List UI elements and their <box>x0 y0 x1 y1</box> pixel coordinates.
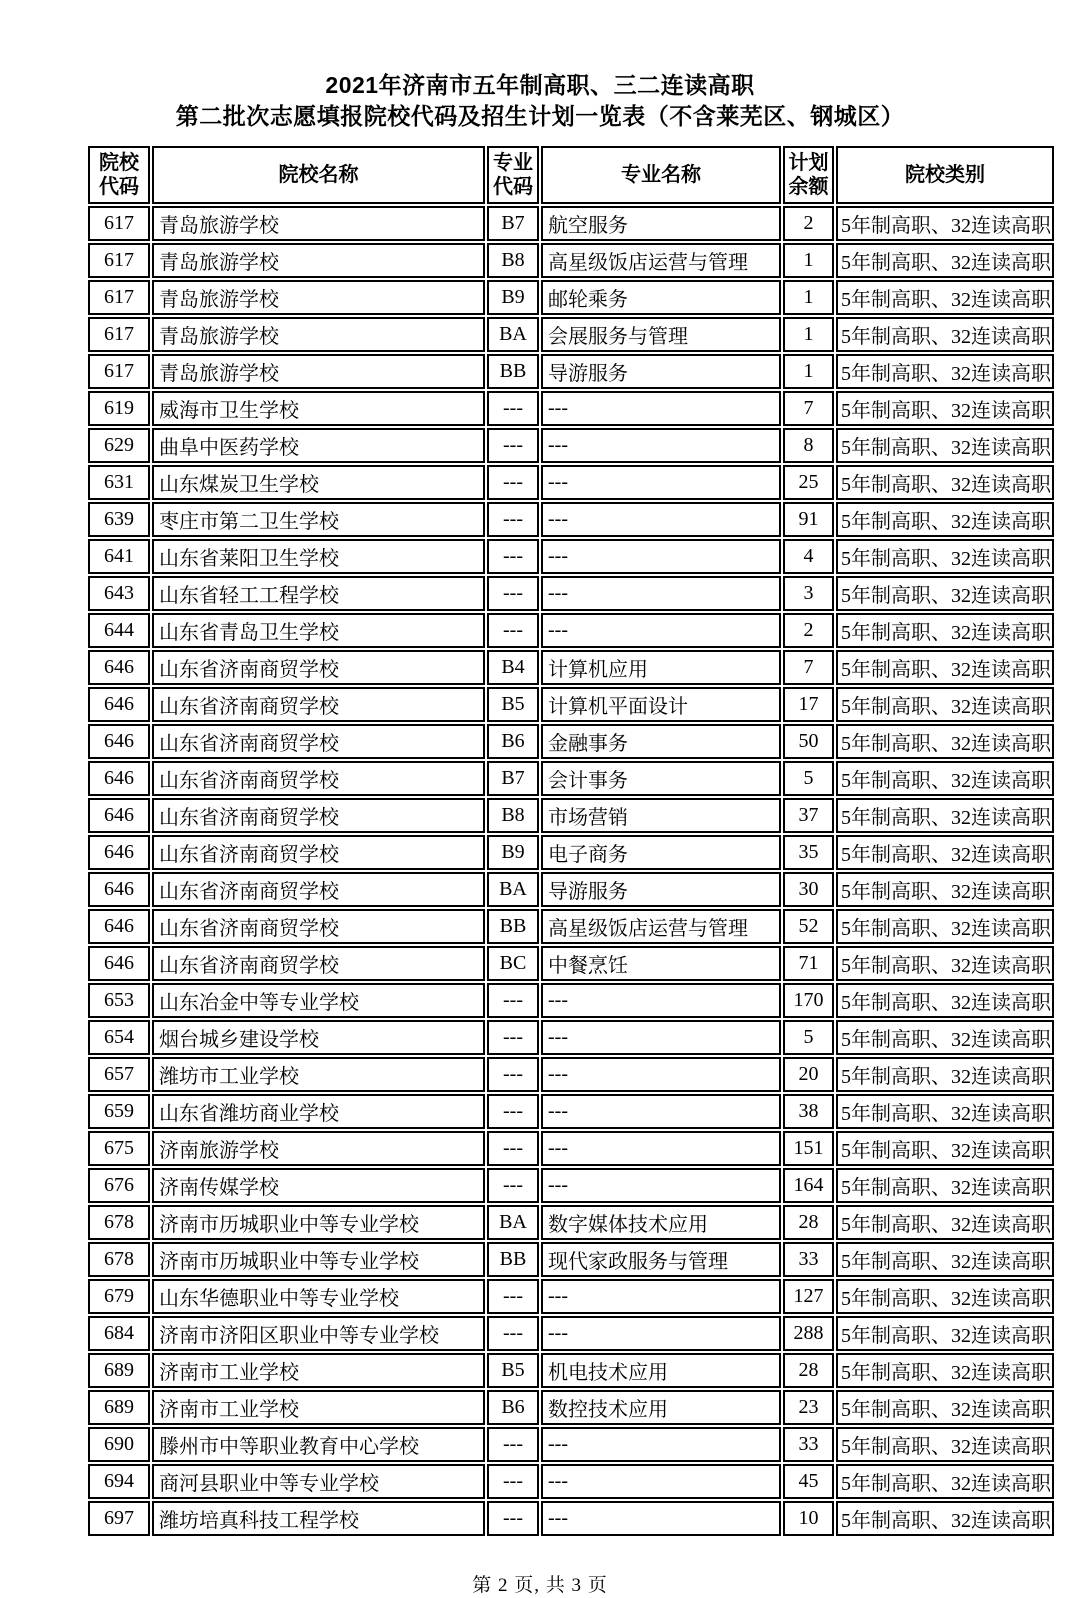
table-row <box>88 1094 1054 1129</box>
cell-quota: 45 <box>783 1464 834 1499</box>
table-body <box>88 206 1054 1536</box>
cell-quota: 33 <box>783 1242 834 1277</box>
cell-school-name: 青岛旅游学校 <box>152 280 485 315</box>
table-row <box>88 1242 1054 1277</box>
cell-school-name: 山东省莱阳卫生学校 <box>152 539 485 574</box>
table-row <box>88 724 1054 759</box>
cell-school-name: 山东省济南商贸学校 <box>152 835 485 870</box>
cell-school-name: 青岛旅游学校 <box>152 206 485 241</box>
cell-category: 5年制高职、32连读高职 <box>836 1242 1054 1277</box>
cell-school-code: 654 <box>88 1020 150 1055</box>
cell-category: 5年制高职、32连读高职 <box>836 1094 1054 1129</box>
cell-school-code: 679 <box>88 1279 150 1314</box>
cell-major-code: --- <box>487 1020 539 1055</box>
table-row <box>88 872 1054 907</box>
cell-major-name: 邮轮乘务 <box>541 280 781 315</box>
cell-category: 5年制高职、32连读高职 <box>836 317 1054 352</box>
cell-school-code: 689 <box>88 1390 150 1425</box>
cell-school-code: 690 <box>88 1427 150 1462</box>
cell-major-code: --- <box>487 1279 539 1314</box>
table-row <box>88 946 1054 981</box>
table-row <box>88 1279 1054 1314</box>
cell-school-name: 威海市卫生学校 <box>152 391 485 426</box>
cell-school-name: 济南旅游学校 <box>152 1131 485 1166</box>
cell-major-code: B8 <box>487 243 539 278</box>
cell-school-code: 644 <box>88 613 150 648</box>
cell-major-name: 数字媒体技术应用 <box>541 1205 781 1240</box>
cell-school-name: 山东省济南商贸学校 <box>152 946 485 981</box>
cell-school-code: 646 <box>88 798 150 833</box>
cell-quota: 33 <box>783 1427 834 1462</box>
cell-school-name: 济南市历城职业中等专业学校 <box>152 1242 485 1277</box>
cell-category: 5年制高职、32连读高职 <box>836 761 1054 796</box>
table-row <box>88 206 1054 241</box>
cell-quota: 23 <box>783 1390 834 1425</box>
cell-major-name: --- <box>541 1168 781 1203</box>
cell-school-code: 676 <box>88 1168 150 1203</box>
cell-school-name: 山东省济南商贸学校 <box>152 872 485 907</box>
cell-category: 5年制高职、32连读高职 <box>836 1353 1054 1388</box>
cell-major-name: 会计事务 <box>541 761 781 796</box>
cell-school-code: 646 <box>88 724 150 759</box>
header-category: 院校类别 <box>836 146 1054 204</box>
table-row <box>88 1427 1054 1462</box>
table-row <box>88 983 1054 1018</box>
table-row <box>88 428 1054 463</box>
cell-major-code: BB <box>487 909 539 944</box>
cell-major-code: BB <box>487 354 539 389</box>
cell-category: 5年制高职、32连读高职 <box>836 1390 1054 1425</box>
cell-major-name: 机电技术应用 <box>541 1353 781 1388</box>
cell-major-name: --- <box>541 1279 781 1314</box>
cell-school-name: 潍坊市工业学校 <box>152 1057 485 1092</box>
cell-quota: 38 <box>783 1094 834 1129</box>
cell-category: 5年制高职、32连读高职 <box>836 576 1054 611</box>
cell-school-name: 济南市历城职业中等专业学校 <box>152 1205 485 1240</box>
cell-school-code: 646 <box>88 650 150 685</box>
cell-category: 5年制高职、32连读高职 <box>836 1020 1054 1055</box>
cell-major-code: --- <box>487 1427 539 1462</box>
table-row <box>88 539 1054 574</box>
cell-major-code: --- <box>487 1501 539 1536</box>
cell-quota: 37 <box>783 798 834 833</box>
cell-major-name: 会展服务与管理 <box>541 317 781 352</box>
table-row <box>88 280 1054 315</box>
header-major-name: 专业名称 <box>541 146 781 204</box>
cell-major-name: --- <box>541 1501 781 1536</box>
cell-major-name: 计算机平面设计 <box>541 687 781 722</box>
cell-quota: 30 <box>783 872 834 907</box>
cell-quota: 52 <box>783 909 834 944</box>
table-row <box>88 1168 1054 1203</box>
cell-category: 5年制高职、32连读高职 <box>836 724 1054 759</box>
cell-school-name: 商河县职业中等专业学校 <box>152 1464 485 1499</box>
cell-school-code: 617 <box>88 206 150 241</box>
cell-quota: 25 <box>783 465 834 500</box>
cell-school-code: 641 <box>88 539 150 574</box>
table-row <box>88 650 1054 685</box>
cell-category: 5年制高职、32连读高职 <box>836 1427 1054 1462</box>
cell-quota: 170 <box>783 983 834 1018</box>
cell-major-code: B7 <box>487 761 539 796</box>
cell-quota: 164 <box>783 1168 834 1203</box>
cell-category: 5年制高职、32连读高职 <box>836 946 1054 981</box>
cell-major-name: --- <box>541 1131 781 1166</box>
table-row <box>88 1501 1054 1536</box>
cell-school-code: 617 <box>88 317 150 352</box>
cell-quota: 2 <box>783 206 834 241</box>
cell-major-name: 高星级饭店运营与管理 <box>541 909 781 944</box>
cell-major-code: --- <box>487 539 539 574</box>
cell-school-code: 617 <box>88 243 150 278</box>
cell-major-name: --- <box>541 613 781 648</box>
cell-school-name: 山东省济南商贸学校 <box>152 650 485 685</box>
cell-category: 5年制高职、32连读高职 <box>836 613 1054 648</box>
cell-major-code: BA <box>487 1205 539 1240</box>
cell-major-code: --- <box>487 502 539 537</box>
cell-quota: 20 <box>783 1057 834 1092</box>
cell-major-name: 计算机应用 <box>541 650 781 685</box>
cell-school-name: 山东省济南商贸学校 <box>152 724 485 759</box>
cell-major-name: 导游服务 <box>541 872 781 907</box>
cell-school-code: 678 <box>88 1242 150 1277</box>
title-line-2: 第二批次志愿填报院校代码及招生计划一览表（不含莱芜区、钢城区） <box>175 103 905 129</box>
cell-quota: 1 <box>783 317 834 352</box>
document-page <box>0 70 1080 1598</box>
cell-school-code: 646 <box>88 946 150 981</box>
cell-major-code: B6 <box>487 1390 539 1425</box>
title-line-1: 2021年济南市五年制高职、三二连读高职 <box>325 72 755 98</box>
admission-plan-table <box>86 144 1056 1538</box>
page-title <box>0 70 1080 132</box>
header-school-code: 院校代码 <box>88 146 150 204</box>
cell-major-code: B5 <box>487 687 539 722</box>
cell-quota: 4 <box>783 539 834 574</box>
table-row <box>88 1353 1054 1388</box>
cell-school-code: 657 <box>88 1057 150 1092</box>
cell-quota: 1 <box>783 280 834 315</box>
cell-school-code: 653 <box>88 983 150 1018</box>
cell-major-code: --- <box>487 1057 539 1092</box>
cell-major-name: 航空服务 <box>541 206 781 241</box>
table-row <box>88 687 1054 722</box>
cell-quota: 28 <box>783 1353 834 1388</box>
cell-major-code: --- <box>487 1168 539 1203</box>
cell-major-code: --- <box>487 1094 539 1129</box>
cell-category: 5年制高职、32连读高职 <box>836 1464 1054 1499</box>
cell-school-name: 山东冶金中等专业学校 <box>152 983 485 1018</box>
cell-major-code: B5 <box>487 1353 539 1388</box>
cell-category: 5年制高职、32连读高职 <box>836 983 1054 1018</box>
table-row <box>88 1390 1054 1425</box>
cell-school-name: 山东省轻工工程学校 <box>152 576 485 611</box>
cell-category: 5年制高职、32连读高职 <box>836 206 1054 241</box>
cell-major-code: --- <box>487 428 539 463</box>
cell-school-name: 济南市工业学校 <box>152 1353 485 1388</box>
cell-school-name: 曲阜中医药学校 <box>152 428 485 463</box>
cell-school-name: 青岛旅游学校 <box>152 243 485 278</box>
cell-school-name: 山东省济南商贸学校 <box>152 909 485 944</box>
cell-major-name: --- <box>541 576 781 611</box>
cell-major-name: 金融事务 <box>541 724 781 759</box>
cell-school-code: 643 <box>88 576 150 611</box>
cell-category: 5年制高职、32连读高职 <box>836 428 1054 463</box>
cell-quota: 50 <box>783 724 834 759</box>
cell-quota: 151 <box>783 1131 834 1166</box>
header-school-name: 院校名称 <box>152 146 485 204</box>
table-row <box>88 391 1054 426</box>
cell-category: 5年制高职、32连读高职 <box>836 502 1054 537</box>
cell-major-name: --- <box>541 1094 781 1129</box>
table-row <box>88 354 1054 389</box>
cell-school-code: 646 <box>88 835 150 870</box>
cell-major-code: --- <box>487 391 539 426</box>
cell-school-name: 山东省潍坊商业学校 <box>152 1094 485 1129</box>
cell-category: 5年制高职、32连读高职 <box>836 835 1054 870</box>
header-quota: 计划余额 <box>783 146 834 204</box>
cell-category: 5年制高职、32连读高职 <box>836 909 1054 944</box>
cell-major-name: 高星级饭店运营与管理 <box>541 243 781 278</box>
cell-school-name: 山东省济南商贸学校 <box>152 798 485 833</box>
cell-major-name: --- <box>541 428 781 463</box>
cell-school-code: 617 <box>88 280 150 315</box>
cell-school-code: 631 <box>88 465 150 500</box>
cell-school-name: 山东省济南商贸学校 <box>152 761 485 796</box>
cell-category: 5年制高职、32连读高职 <box>836 1205 1054 1240</box>
table-row <box>88 1057 1054 1092</box>
cell-category: 5年制高职、32连读高职 <box>836 465 1054 500</box>
table-row <box>88 1020 1054 1055</box>
cell-quota: 8 <box>783 428 834 463</box>
cell-school-code: 617 <box>88 354 150 389</box>
cell-major-name: --- <box>541 391 781 426</box>
table-row <box>88 465 1054 500</box>
table-row <box>88 798 1054 833</box>
cell-category: 5年制高职、32连读高职 <box>836 280 1054 315</box>
cell-quota: 2 <box>783 613 834 648</box>
header-major-code: 专业代码 <box>487 146 539 204</box>
cell-major-name: --- <box>541 465 781 500</box>
cell-category: 5年制高职、32连读高职 <box>836 1501 1054 1536</box>
cell-school-code: 689 <box>88 1353 150 1388</box>
cell-quota: 35 <box>783 835 834 870</box>
cell-quota: 7 <box>783 650 834 685</box>
cell-major-code: BB <box>487 1242 539 1277</box>
cell-major-code: B7 <box>487 206 539 241</box>
cell-school-name: 滕州市中等职业教育中心学校 <box>152 1427 485 1462</box>
cell-school-name: 济南传媒学校 <box>152 1168 485 1203</box>
cell-quota: 288 <box>783 1316 834 1351</box>
cell-category: 5年制高职、32连读高职 <box>836 1131 1054 1166</box>
cell-quota: 127 <box>783 1279 834 1314</box>
cell-school-code: 646 <box>88 687 150 722</box>
cell-category: 5年制高职、32连读高职 <box>836 687 1054 722</box>
cell-category: 5年制高职、32连读高职 <box>836 1316 1054 1351</box>
table-row <box>88 1131 1054 1166</box>
cell-major-code: BA <box>487 872 539 907</box>
header-row <box>88 146 1054 204</box>
cell-major-name: --- <box>541 983 781 1018</box>
cell-major-name: 现代家政服务与管理 <box>541 1242 781 1277</box>
cell-major-code: B9 <box>487 835 539 870</box>
cell-school-code: 646 <box>88 909 150 944</box>
cell-school-name: 山东省济南商贸学校 <box>152 687 485 722</box>
cell-school-code: 646 <box>88 872 150 907</box>
page-number: 第 2 页, 共 3 页 <box>472 1575 608 1596</box>
cell-school-name: 山东煤炭卫生学校 <box>152 465 485 500</box>
cell-category: 5年制高职、32连读高职 <box>836 1279 1054 1314</box>
table-row <box>88 576 1054 611</box>
cell-school-name: 枣庄市第二卫生学校 <box>152 502 485 537</box>
table-row <box>88 613 1054 648</box>
cell-category: 5年制高职、32连读高职 <box>836 391 1054 426</box>
cell-major-name: --- <box>541 1057 781 1092</box>
cell-school-code: 694 <box>88 1464 150 1499</box>
cell-major-code: B6 <box>487 724 539 759</box>
cell-category: 5年制高职、32连读高职 <box>836 1057 1054 1092</box>
cell-category: 5年制高职、32连读高职 <box>836 243 1054 278</box>
cell-major-name: --- <box>541 1316 781 1351</box>
cell-major-name: 市场营销 <box>541 798 781 833</box>
cell-school-name: 青岛旅游学校 <box>152 317 485 352</box>
cell-major-name: --- <box>541 1427 781 1462</box>
table-row <box>88 1316 1054 1351</box>
cell-category: 5年制高职、32连读高职 <box>836 650 1054 685</box>
cell-quota: 91 <box>783 502 834 537</box>
cell-major-name: --- <box>541 539 781 574</box>
cell-school-name: 济南市工业学校 <box>152 1390 485 1425</box>
cell-category: 5年制高职、32连读高职 <box>836 1168 1054 1203</box>
cell-major-name: --- <box>541 1020 781 1055</box>
cell-major-code: B9 <box>487 280 539 315</box>
table-row <box>88 1464 1054 1499</box>
cell-category: 5年制高职、32连读高职 <box>836 539 1054 574</box>
cell-major-code: --- <box>487 1464 539 1499</box>
table-row <box>88 243 1054 278</box>
cell-quota: 1 <box>783 243 834 278</box>
cell-school-name: 青岛旅游学校 <box>152 354 485 389</box>
cell-quota: 17 <box>783 687 834 722</box>
cell-school-name: 山东华德职业中等专业学校 <box>152 1279 485 1314</box>
cell-major-code: --- <box>487 576 539 611</box>
cell-quota: 7 <box>783 391 834 426</box>
cell-quota: 71 <box>783 946 834 981</box>
cell-school-code: 639 <box>88 502 150 537</box>
cell-quota: 5 <box>783 761 834 796</box>
cell-school-name: 济南市济阳区职业中等专业学校 <box>152 1316 485 1351</box>
cell-school-code: 619 <box>88 391 150 426</box>
cell-school-code: 659 <box>88 1094 150 1129</box>
cell-quota: 5 <box>783 1020 834 1055</box>
cell-major-code: --- <box>487 465 539 500</box>
cell-quota: 10 <box>783 1501 834 1536</box>
cell-school-code: 629 <box>88 428 150 463</box>
cell-school-name: 山东省青岛卫生学校 <box>152 613 485 648</box>
table-row <box>88 1205 1054 1240</box>
cell-school-name: 潍坊培真科技工程学校 <box>152 1501 485 1536</box>
cell-school-code: 697 <box>88 1501 150 1536</box>
cell-school-code: 675 <box>88 1131 150 1166</box>
cell-major-name: 电子商务 <box>541 835 781 870</box>
table-row <box>88 317 1054 352</box>
table-header <box>88 146 1054 204</box>
cell-major-name: 导游服务 <box>541 354 781 389</box>
cell-category: 5年制高职、32连读高职 <box>836 354 1054 389</box>
table-row <box>88 761 1054 796</box>
table-row <box>88 909 1054 944</box>
cell-major-code: --- <box>487 983 539 1018</box>
cell-quota: 3 <box>783 576 834 611</box>
cell-quota: 28 <box>783 1205 834 1240</box>
cell-quota: 1 <box>783 354 834 389</box>
cell-major-name: --- <box>541 1464 781 1499</box>
cell-major-code: BA <box>487 317 539 352</box>
cell-major-name: 中餐烹饪 <box>541 946 781 981</box>
cell-major-name: --- <box>541 502 781 537</box>
cell-school-code: 684 <box>88 1316 150 1351</box>
cell-school-name: 烟台城乡建设学校 <box>152 1020 485 1055</box>
cell-school-code: 646 <box>88 761 150 796</box>
cell-major-code: --- <box>487 1316 539 1351</box>
cell-category: 5年制高职、32连读高职 <box>836 872 1054 907</box>
cell-major-name: 数控技术应用 <box>541 1390 781 1425</box>
table-row <box>88 835 1054 870</box>
cell-school-code: 678 <box>88 1205 150 1240</box>
cell-category: 5年制高职、32连读高职 <box>836 798 1054 833</box>
cell-major-code: B4 <box>487 650 539 685</box>
table-row <box>88 502 1054 537</box>
cell-major-code: --- <box>487 1131 539 1166</box>
cell-major-code: BC <box>487 946 539 981</box>
cell-major-code: --- <box>487 613 539 648</box>
cell-major-code: B8 <box>487 798 539 833</box>
